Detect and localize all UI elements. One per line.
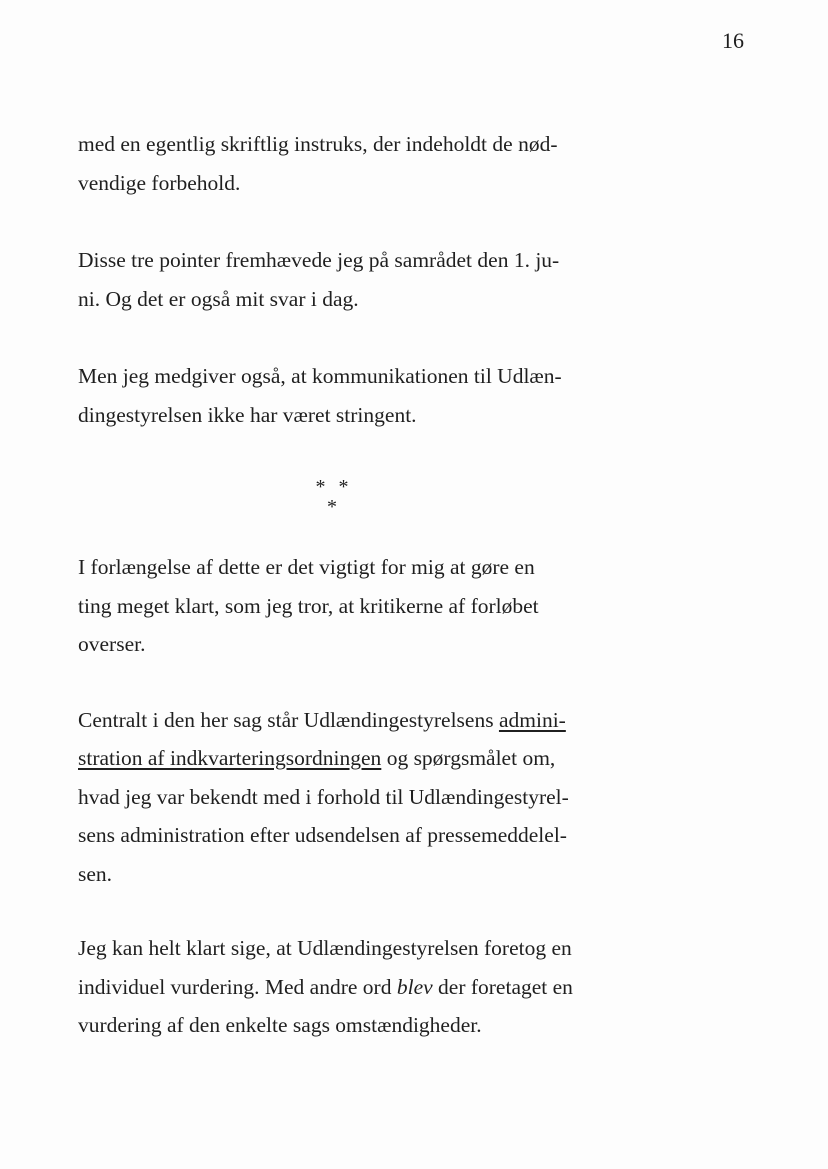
underlined-text: stration af indkvarteringsordningen xyxy=(78,746,382,770)
text-segment: individuel vurdering. Med andre ord xyxy=(78,975,397,999)
text-line: med en egentlig skriftlig instruks, der indeholdt de nød- xyxy=(78,132,558,156)
italic-text: blev xyxy=(396,975,433,999)
text-segment: og spørgsmålet om, xyxy=(381,746,556,770)
text-segment: Centralt i den her sag står Udlændingestyrelsens xyxy=(78,708,499,732)
underlined-text: admini- xyxy=(498,708,566,732)
text-line: ting meget klart, som jeg tror, at kritikerne af forløbet xyxy=(78,594,539,618)
text-segment: der foretaget en xyxy=(432,975,573,999)
text-line xyxy=(78,975,573,999)
text-line: overser. xyxy=(78,632,146,656)
text-line: vurdering af den enkelte sags omstændigheder. xyxy=(78,1013,482,1037)
text-line: ni. Og det er også mit svar i dag. xyxy=(78,287,359,311)
text-line: Disse tre pointer fremhævede jeg på samrådet den 1. ju- xyxy=(78,248,560,272)
text-line: sen. xyxy=(78,862,113,886)
text-line xyxy=(78,708,566,732)
text-line: sens administration efter udsendelsen af pressemeddelel- xyxy=(78,823,567,847)
text-line: Men jeg medgiver også, at kommunikationen til Udlæn- xyxy=(78,364,562,388)
text-line: vendige forbehold. xyxy=(78,171,241,195)
page-number: 16 xyxy=(722,28,744,53)
text-line xyxy=(78,746,555,770)
text-line: Jeg kan helt klart sige, at Udlændingestyrelsen foretog en xyxy=(78,936,572,960)
text-line: dingestyrelsen ikke har været stringent. xyxy=(78,403,417,427)
text-line: hvad jeg var bekendt med i forhold til Udlændingestyrel- xyxy=(78,785,569,809)
section-separator: * * * xyxy=(315,476,353,518)
text-line: I forlængelse af dette er det vigtigt for mig at gøre en xyxy=(78,555,535,579)
